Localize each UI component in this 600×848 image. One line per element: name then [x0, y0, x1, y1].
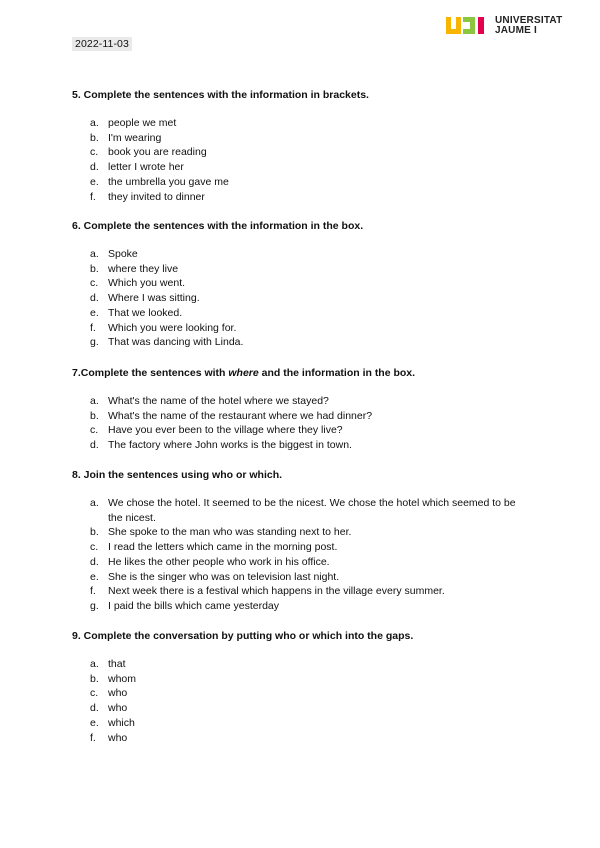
university-name-line1: UNIVERSITAT — [495, 15, 563, 26]
list-item: c. who — [90, 687, 128, 700]
exercise-9-answers — [72, 657, 532, 745]
list-item: a. people we met — [90, 117, 177, 129]
exercise-6-title: 6. Complete the sentences with the information in the box. — [72, 220, 364, 232]
list-item: g. That was dancing with Linda. — [90, 336, 244, 349]
exercise-8-answers — [72, 496, 532, 614]
list-item: f. who — [90, 731, 128, 744]
list-item: g. I paid the bills which came yesterday — [90, 599, 279, 612]
exercise-5-answers — [72, 116, 532, 204]
exercise-9-title: 9. Complete the conversation by putting who or which into the gaps. — [72, 630, 414, 642]
list-item: e. the umbrella you gave me — [90, 175, 229, 188]
exercise-9 — [72, 629, 532, 745]
exercise-6 — [72, 219, 532, 350]
exercise-7-answers — [72, 394, 532, 453]
document-date: 2022-11-03 — [72, 37, 132, 51]
list-item: c. book you are reading — [90, 146, 207, 159]
list-item: f. Which you were looking for. — [90, 321, 237, 334]
list-item: a. What's the name of the hotel where we stayed? — [90, 395, 329, 407]
list-item: d. letter I wrote her — [90, 161, 184, 174]
list-item: b. where they live — [90, 262, 179, 275]
list-item: f. they invited to dinner — [90, 190, 205, 203]
exercise-7-title-keyword: where — [228, 367, 259, 379]
list-item: c. Have you ever been to the village where they live? — [90, 424, 343, 437]
university-name-line2: JAUME I — [495, 25, 537, 36]
exercise-8 — [72, 468, 532, 614]
list-item: f. Next week there is a festival which happens in the village every summer. — [90, 585, 445, 598]
list-item: a. that — [90, 658, 126, 670]
list-item: a. We chose the hotel. It seemed to be the nicest. We chose the hotel which seemed to be the nicest. — [90, 497, 516, 524]
list-item: b. What's the name of the restaurant where we had dinner? — [90, 409, 373, 422]
university-name — [495, 16, 562, 36]
list-item: e. She is the singer who was on television last night. — [90, 570, 340, 583]
list-item: d. Where I was sitting. — [90, 292, 200, 305]
exercise-8-title: 8. Join the sentences using who or which. — [72, 469, 283, 481]
university-logo — [445, 15, 562, 37]
list-item: d. He likes the other people who work in his office. — [90, 555, 330, 568]
list-item: e. That we looked. — [90, 306, 183, 319]
exercise-7-title: 7.Complete the sentences with where and the information in the box. — [72, 367, 416, 379]
list-item: b. She spoke to the man who was standing next to her. — [90, 526, 352, 539]
list-item: a. Spoke — [90, 248, 138, 260]
list-item: e. which — [90, 716, 135, 729]
exercise-5-title: 5. Complete the sentences with the information in brackets. — [72, 89, 369, 101]
uji-logo-icon — [445, 15, 491, 37]
list-item: b. I'm wearing — [90, 131, 162, 144]
list-item: c. I read the letters which came in the morning post. — [90, 541, 338, 554]
list-item: d. The factory where John works is the biggest in town. — [90, 439, 352, 452]
list-item: b. whom — [90, 672, 137, 685]
exercise-6-answers — [72, 247, 532, 350]
exercise-5 — [72, 88, 532, 204]
exercise-7 — [72, 366, 532, 453]
list-item: c. Which you went. — [90, 277, 186, 290]
list-item: d. who — [90, 702, 128, 715]
